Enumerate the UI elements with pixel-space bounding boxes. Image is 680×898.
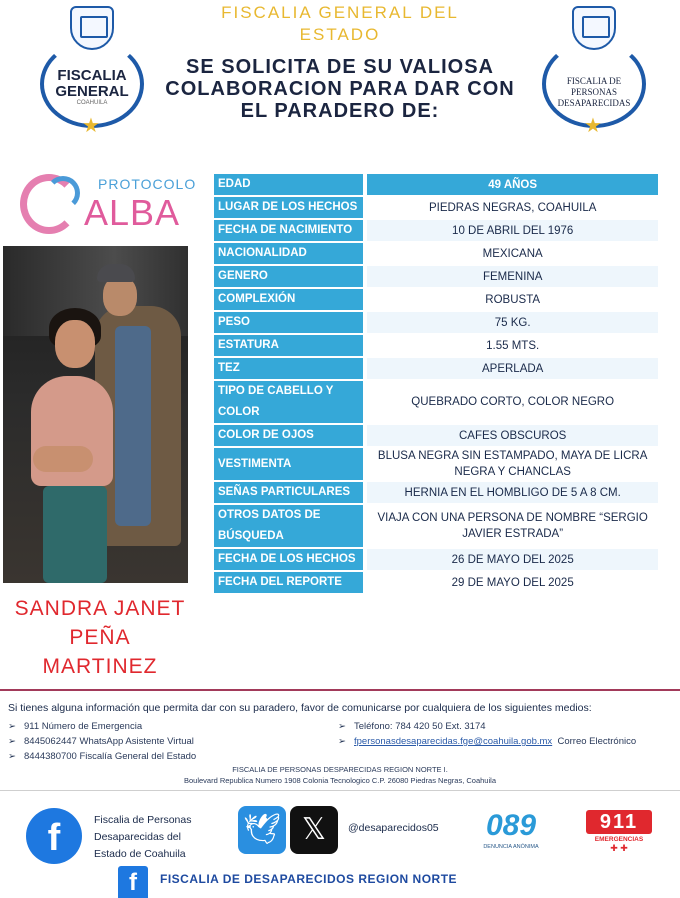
table-row — [214, 312, 658, 333]
denuncia-number: 089 — [485, 809, 537, 842]
phone-text: Teléfono: 784 420 50 Ext. 3174 — [354, 721, 486, 732]
detail-label: ESTATURA — [214, 335, 363, 356]
denuncia-anonima-logo — [478, 808, 544, 858]
contact-list-left — [8, 719, 308, 764]
alba-protocolo-text: PROTOCOLO — [98, 176, 197, 192]
table-row — [214, 549, 658, 570]
detail-value: BLUSA NEGRA SIN ESTAMPADO, MAYA DE LICRA NEGRA Y CHANCLAS — [363, 448, 658, 480]
emergency-number: 911 — [586, 810, 652, 834]
detail-value: 26 DE MAYO DEL 2025 — [363, 549, 658, 570]
emergency-symbols-icon: ✚ ✚ — [610, 843, 628, 853]
arrow-icon: ➢ — [8, 721, 16, 732]
star-icon: ★ — [82, 115, 100, 137]
table-row — [214, 220, 658, 241]
arrow-icon: ➢ — [8, 751, 16, 762]
detail-label: FECHA DEL REPORTE — [214, 572, 363, 593]
detail-value: HERNIA EN EL HOMBLIGO DE 5 A 8 CM. — [363, 482, 658, 503]
table-row — [214, 572, 658, 593]
alba-word: ALBA — [84, 192, 181, 233]
table-row — [214, 358, 658, 379]
table-row — [214, 425, 658, 446]
email-link[interactable]: fpersonasdesaparecidas.fge@coahuila.gob.mx — [354, 736, 553, 747]
emergency-sub: EMERGENCIAS — [594, 836, 644, 843]
office-line-1: FISCALIA DE PERSONAS DESPARECIDAS REGION NORTE I. — [232, 765, 448, 774]
contact-item: 8444380700 Fiscalía General del Estado — [24, 751, 197, 762]
detail-label: FECHA DE NACIMIENTO — [214, 220, 363, 241]
contact-item: 911 Número de Emergencia — [24, 721, 143, 732]
detail-value: MEXICANA — [363, 243, 658, 264]
agency-title: FISCALIA GENERAL DEL ESTADO — [221, 3, 459, 44]
detail-label: GENERO — [214, 266, 363, 287]
x-icon[interactable]: 𝕏 — [290, 806, 338, 854]
detail-value: 75 KG. — [363, 312, 658, 333]
denuncia-sub: DENUNCIA ANÓNIMA — [483, 844, 539, 850]
table-row — [214, 448, 658, 480]
detail-value: 29 DE MAYO DEL 2025 — [363, 572, 658, 593]
table-row — [214, 289, 658, 310]
emergencias-logo — [586, 810, 652, 858]
protocolo-alba-logo — [20, 170, 197, 240]
arrow-icon: ➢ — [8, 736, 16, 747]
detail-label: OTROS DATOS DE BÚSQUEDA — [214, 505, 363, 547]
office-line-2: Boulevard Republica Numero 1908 Colonia Tecnologico C.P. 26080 Piedras Negras, Coahuila — [183, 776, 496, 785]
facebook-icon[interactable]: f — [26, 808, 82, 864]
missing-person-photo — [3, 246, 188, 583]
facebook-page-name: Fiscalia de Personas Desaparecidas del Estado de Coahuila — [94, 814, 192, 860]
office-address — [100, 764, 580, 786]
detail-label: VESTIMENTA — [214, 448, 363, 480]
table-row — [214, 197, 658, 218]
detail-label: EDAD — [214, 174, 363, 195]
list-item — [8, 749, 308, 764]
table-row — [214, 482, 658, 503]
contact-intro: Si tienes alguna información que permita dar con su paradero, favor de comunicarse por cualquiera de los siguientes medios: — [8, 702, 592, 714]
detail-label: COMPLEXIÓN — [214, 289, 363, 310]
detail-value: 49 AÑOS — [363, 174, 658, 195]
twitter-icon[interactable]: 🕊 — [238, 806, 286, 854]
detail-value: CAFES OBSCUROS — [363, 425, 658, 446]
list-item — [338, 719, 638, 734]
list-item — [338, 734, 638, 749]
divider — [0, 689, 680, 691]
seal-left-text: FISCALIA GENERAL — [55, 67, 129, 100]
table-row — [214, 381, 658, 423]
detail-label: LUGAR DE LOS HECHOS — [214, 197, 363, 218]
header — [0, 0, 680, 150]
footer-title: FISCALIA DE DESAPARECIDOS REGION NORTE — [160, 872, 458, 886]
email-label: Correo Electrónico — [557, 736, 637, 747]
person-name: SANDRA JANET PEÑA MARTINEZ — [14, 597, 186, 678]
contact-list-right — [338, 719, 638, 749]
table-row — [214, 335, 658, 356]
details-table — [214, 172, 658, 595]
detail-value: VIAJA CON UNA PERSONA DE NOMBRE “SERGIO JAVIER ESTRADA” — [363, 505, 658, 547]
table-row — [214, 243, 658, 264]
fiscalia-desaparecidas-seal — [534, 2, 654, 137]
star-icon: ★ — [584, 115, 602, 137]
detail-label: NACIONALIDAD — [214, 243, 363, 264]
list-item — [8, 719, 308, 734]
facebook-icon[interactable]: f — [118, 866, 148, 898]
arrow-icon: ➢ — [338, 721, 346, 732]
detail-label: TIPO DE CABELLO Y COLOR — [214, 381, 363, 423]
social-handle[interactable]: @desaparecidos05 — [348, 822, 439, 834]
detail-value: PIEDRAS NEGRAS, COAHUILA — [363, 197, 658, 218]
seal-left-sub: COAHUILA — [76, 100, 108, 106]
table-row — [214, 505, 658, 547]
detail-label: TEZ — [214, 358, 363, 379]
detail-label: COLOR DE OJOS — [214, 425, 363, 446]
arrow-icon: ➢ — [338, 736, 346, 747]
detail-value: 10 DE ABRIL DEL 1976 — [363, 220, 658, 241]
detail-value: QUEBRADO CORTO, COLOR NEGRO — [363, 381, 658, 423]
detail-label: SEÑAS PARTICULARES — [214, 482, 363, 503]
seal-right-text: FISCALIA DE PERSONAS DESAPARECIDAS — [557, 76, 631, 108]
divider — [0, 790, 680, 791]
list-item — [8, 734, 308, 749]
detail-value: APERLADA — [363, 358, 658, 379]
detail-value: FEMENINA — [363, 266, 658, 287]
fiscalia-general-seal — [32, 2, 152, 137]
headline: SE SOLICITA DE SU VALIOSA COLABORACION PARA DAR CON EL PARADERO DE: — [165, 56, 515, 122]
detail-value: ROBUSTA — [363, 289, 658, 310]
contact-item: 8445062447 WhatsApp Asistente Virtual — [24, 736, 194, 747]
detail-value: 1.55 MTS. — [363, 335, 658, 356]
table-row — [214, 174, 658, 195]
detail-label: FECHA DE LOS HECHOS — [214, 549, 363, 570]
table-row — [214, 266, 658, 287]
detail-label: PESO — [214, 312, 363, 333]
